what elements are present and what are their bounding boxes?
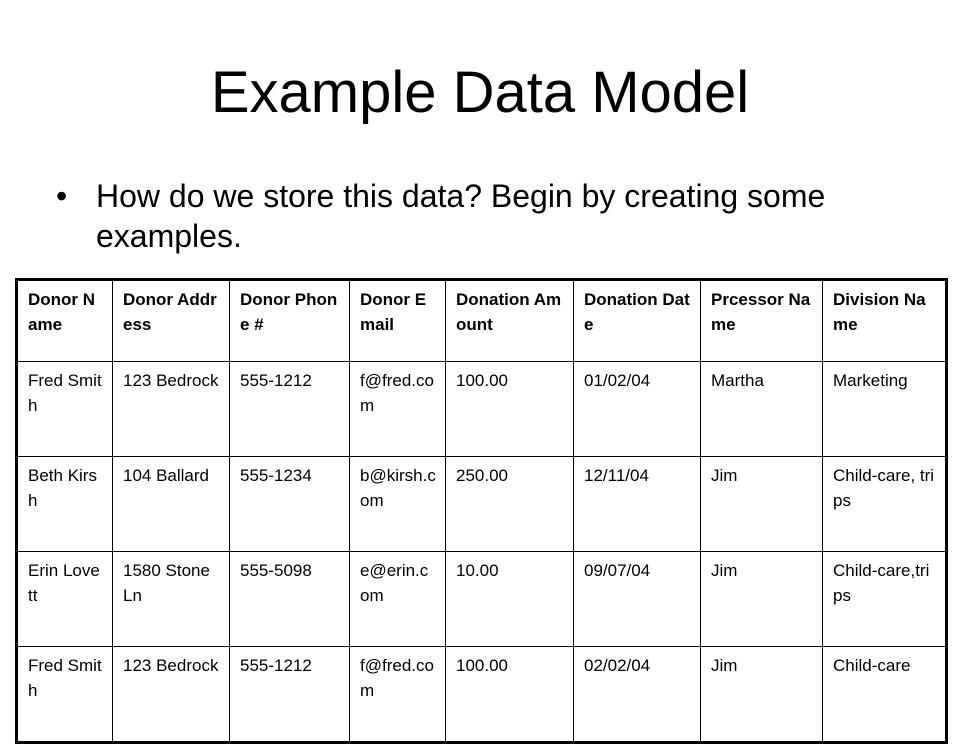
cell-donation-amount: 10.00: [446, 552, 574, 647]
cell-donor-phone: 555-1212: [230, 647, 350, 743]
table-row: [17, 362, 947, 457]
cell-donor-name: Erin Lovett: [17, 552, 113, 647]
cell-division-name: Child-care: [823, 647, 947, 743]
cell-donor-name: Fred Smith: [17, 647, 113, 743]
cell-division-name: Child-care,trips: [823, 552, 947, 647]
cell-donation-date: 09/07/04: [574, 552, 701, 647]
cell-donor-email: f@fred.com: [350, 647, 446, 743]
cell-donation-date: 02/02/04: [574, 647, 701, 743]
table-row: [17, 457, 947, 552]
header-processor-name: Prcessor Name: [701, 280, 823, 362]
donation-data-table: [15, 278, 948, 744]
cell-donor-email: b@kirsh.com: [350, 457, 446, 552]
cell-donation-amount: 100.00: [446, 647, 574, 743]
cell-donation-date: 12/11/04: [574, 457, 701, 552]
cell-donor-name: Beth Kirsh: [17, 457, 113, 552]
cell-donor-address: 123 Bedrock: [113, 362, 230, 457]
cell-donation-amount: 250.00: [446, 457, 574, 552]
cell-donor-phone: 555-1212: [230, 362, 350, 457]
header-donor-name: Donor Name: [17, 280, 113, 362]
header-donor-phone: Donor Phone #: [230, 280, 350, 362]
table-row: [17, 647, 947, 743]
table-header-row: [17, 280, 947, 362]
cell-processor-name: Jim: [701, 457, 823, 552]
cell-donation-amount: 100.00: [446, 362, 574, 457]
bullet-marker: •: [56, 178, 68, 214]
bullet-point: [56, 176, 916, 256]
cell-division-name: Child-care, trips: [823, 457, 947, 552]
cell-donor-address: 1580 Stone Ln: [113, 552, 230, 647]
cell-processor-name: Martha: [701, 362, 823, 457]
header-donation-amount: Donation Amount: [446, 280, 574, 362]
cell-donor-name: Fred Smith: [17, 362, 113, 457]
cell-donation-date: 01/02/04: [574, 362, 701, 457]
cell-donor-phone: 555-5098: [230, 552, 350, 647]
cell-donor-email: e@erin.com: [350, 552, 446, 647]
cell-donor-address: 104 Ballard: [113, 457, 230, 552]
cell-processor-name: Jim: [701, 552, 823, 647]
cell-donor-phone: 555-1234: [230, 457, 350, 552]
header-donor-address: Donor Address: [113, 280, 230, 362]
header-donor-email: Donor Email: [350, 280, 446, 362]
cell-processor-name: Jim: [701, 647, 823, 743]
cell-donor-email: f@fred.com: [350, 362, 446, 457]
cell-division-name: Marketing: [823, 362, 947, 457]
header-donation-date: Donation Date: [574, 280, 701, 362]
cell-donor-address: 123 Bedrock: [113, 647, 230, 743]
slide-title: Example Data Model: [210, 60, 750, 125]
table-row: [17, 552, 947, 647]
bullet-text: How do we store this data? Begin by creating some examples.: [96, 178, 826, 254]
header-division-name: Division Name: [823, 280, 947, 362]
